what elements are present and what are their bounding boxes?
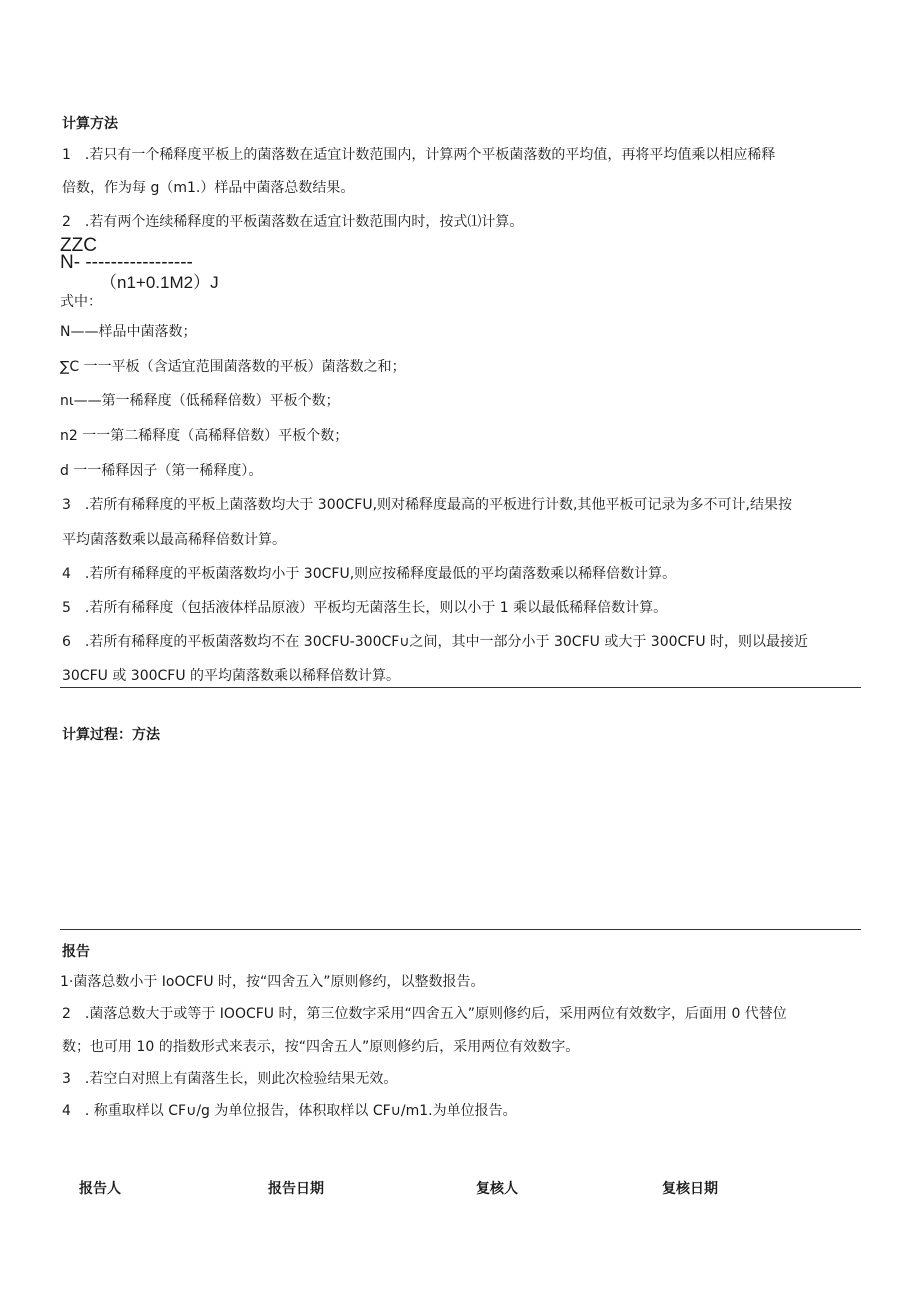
section-divider-1 xyxy=(60,687,861,688)
report-item-3: 3 .若空白对照上有菌落生长，则此次检验结果无效。 xyxy=(62,1071,398,1087)
definition-sum-c: ∑C 一一平板（含适宜范围菌落数的平板）菌落数之和； xyxy=(60,359,406,375)
report-item-2-line-2: 数；也可用 10 的指数形式来表示，按“四舍五人”原则修约后，采用两位有效数字。 xyxy=(62,1039,580,1055)
where-label: 式中： xyxy=(60,294,102,310)
definition-n: N——样品中菌落数； xyxy=(60,324,197,340)
reviewer-label: 复核人 xyxy=(476,1181,518,1197)
calc-process-heading: 计算过程：方法 xyxy=(62,727,160,743)
method-item-5: 5 .若所有稀释度（包括液体样品原液）平板均无菌落生长，则以小于 1 乘以最低稀释倍数计算。 xyxy=(62,600,668,616)
method-item-3-line-2: 平均菌落数乘以最高稀释倍数计算。 xyxy=(62,532,286,548)
calc-method-heading: 计算方法 xyxy=(62,116,118,132)
formula-denominator: （n1+0.1M2）J xyxy=(100,273,219,292)
method-item-1-line-2: 倍数，作为每 g（m1.）样品中菌落总数结果。 xyxy=(62,180,355,196)
report-item-4: 4 . 称重取样以 CF∪/g 为单位报告，体积取样以 CF∪/m1.为单位报告。 xyxy=(62,1103,517,1119)
report-heading: 报告 xyxy=(62,944,90,960)
method-item-3-line-1: 3 .若所有稀释度的平板上菌落数均大于 300CFU,则对稀释度最高的平板进行计数,其他平板可记录为多不可计,结果按 xyxy=(62,497,792,513)
section-divider-2 xyxy=(60,929,861,930)
definition-d: d 一一稀释因子（第一稀释度）。 xyxy=(60,463,263,479)
formula-fraction-line: N- ----------------- xyxy=(60,252,193,273)
report-date-label: 报告日期 xyxy=(268,1181,324,1197)
report-item-1: 1·菌落总数小于 IoOCFU 时，按“四舍五入”原则修约，以整数报告。 xyxy=(60,974,485,990)
method-item-1-line-1: 1 .若只有一个稀释度平板上的菌落数在适宜计数范围内，计算两个平板菌落数的平均值，再将平均值乘以相应稀释 xyxy=(62,147,776,163)
definition-n1: nι——第一稀释度（低稀释倍数）平板个数； xyxy=(60,393,340,409)
method-item-4: 4 .若所有稀释度的平板菌落数均小于 30CFU,则应按稀释度最低的平均菌落数乘以稀释倍数计算。 xyxy=(62,566,677,582)
review-date-label: 复核日期 xyxy=(662,1181,718,1197)
report-item-2-line-1: 2 .菌落总数大于或等于 IOOCFU 时，第三位数字采用“四舍五入”原则修约后，采用两位有效数字，后面用 0 代替位 xyxy=(62,1006,787,1022)
reporter-label: 报告人 xyxy=(79,1181,121,1197)
method-item-2: 2 .若有两个连续稀释度的平板菌落数在适宜计数范围内时，按式⑴计算。 xyxy=(62,214,524,230)
method-item-6-line-2: 30CFU 或 300CFU 的平均菌落数乘以稀释倍数计算。 xyxy=(62,668,401,684)
definition-n2: n2 一一第二稀释度（高稀释倍数）平板个数； xyxy=(60,428,349,444)
formula-numerator: ZZC xyxy=(60,235,97,256)
method-item-6-line-1: 6 .若所有稀释度的平板菌落数均不在 30CFU-300CF∪之间，其中一部分小于 30CFU 或大于 300CFU 时，则以最接近 xyxy=(62,634,809,650)
